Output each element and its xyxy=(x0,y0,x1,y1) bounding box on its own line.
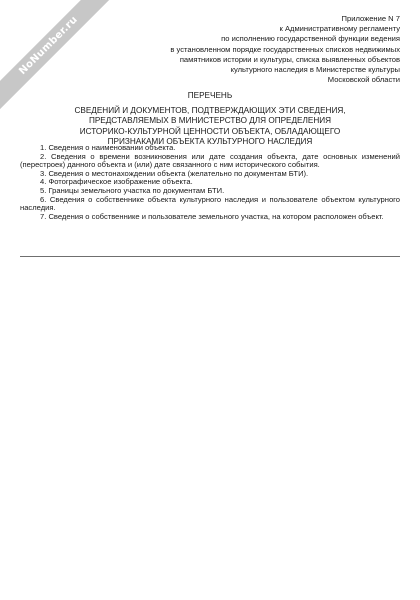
list-item: 3. Сведения о местонахождении объекта (желательно по документам БТИ). xyxy=(40,168,309,178)
watermark-ribbon: NoNumber.ru xyxy=(0,0,123,120)
list-item: 7. Сведения о собственнике и пользователе земельного участка, на котором расположен объект. xyxy=(40,211,384,221)
appendix-line: к Административному регламенту xyxy=(279,24,400,34)
appendix-line: Приложение N 7 xyxy=(341,14,400,23)
title-line: ИСТОРИКО-КУЛЬТУРНОЙ ЦЕННОСТИ ОБЪЕКТА, ОБЛАДАЮЩЕГО xyxy=(79,126,341,136)
list-item: 5. Границы земельного участка по документам БТИ. xyxy=(40,185,225,195)
list-item: 6. Сведения о собственнике объекта культурного наследия и пользователе объектом культурного наследия. xyxy=(20,194,400,213)
title-heading: ПЕРЕЧЕНЬ xyxy=(187,91,233,100)
appendix-line: культурного наследия в Министерстве культуры xyxy=(230,65,400,75)
title-line: ПРИЗНАКАМИ ОБЪЕКТА КУЛЬТУРНОГО НАСЛЕДИЯ xyxy=(107,136,313,146)
list-item: 2. Сведения о времени возникновения или дате создания объекта, дате основных изменений (перестроек) данного объекта и (или) дате связанного с ним исторического события. xyxy=(20,151,400,170)
title-line: ПРЕДСТАВЛЯЕМЫХ В МИНИСТЕРСТВО ДЛЯ ОПРЕДЕЛЕНИЯ xyxy=(88,116,332,126)
title-line: СВЕДЕНИЙ И ДОКУМЕНТОВ, ПОДТВЕРЖДАЮЩИХ ЭТИ СВЕДЕНИЯ, xyxy=(74,106,346,116)
appendix-line: Московской области xyxy=(327,75,400,85)
appendix-line: по исполнению государственной функции ведения xyxy=(221,34,400,44)
list-item: 4. Фотографическое изображение объекта. xyxy=(40,177,193,187)
appendix-header xyxy=(170,14,400,85)
divider-line xyxy=(20,256,400,257)
list-item: 1. Сведения о наименовании объекта. xyxy=(40,143,176,152)
appendix-line: в установленном порядке государственных списков недвижимых xyxy=(170,44,400,54)
items-list xyxy=(20,144,400,221)
appendix-line: памятников истории и культуры, списка выявленных объектов xyxy=(179,54,400,64)
document-title xyxy=(20,91,400,147)
